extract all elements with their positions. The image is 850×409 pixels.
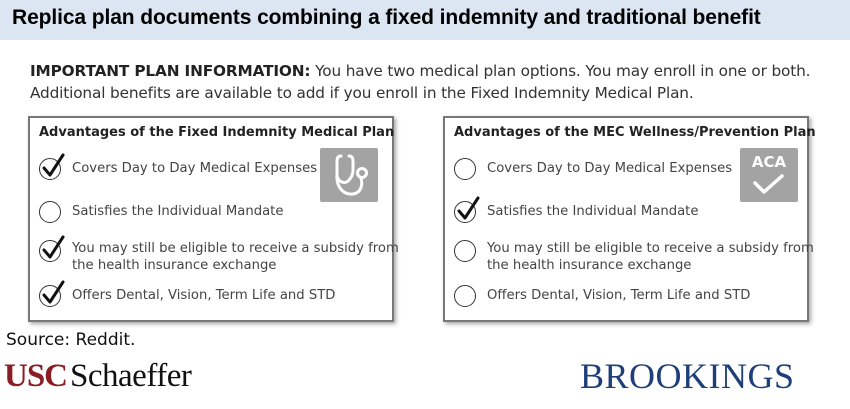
checkbox-circle xyxy=(39,285,61,307)
panel-title: Advantages of the Fixed Indemnity Medical Plan xyxy=(39,125,395,140)
source-note: Source: Reddit. xyxy=(6,330,136,350)
item-line-2: the health insurance exchange xyxy=(72,258,277,273)
intro-paragraph xyxy=(30,60,830,104)
plan-item xyxy=(39,240,399,274)
plan-item xyxy=(454,240,814,274)
item-line-1: You may still be eligible to receive a subsidy from xyxy=(487,241,814,256)
checkmark-icon xyxy=(41,280,65,304)
fixed-indemnity-panel xyxy=(28,116,399,322)
plan-item xyxy=(39,158,317,180)
item-line-1: Satisfies the Individual Mandate xyxy=(487,204,699,219)
item-line-1: Offers Dental, Vision, Term Life and STD xyxy=(487,288,751,303)
item-line-1: You may still be eligible to receive a subsidy from xyxy=(72,241,399,256)
title-bar xyxy=(0,0,850,40)
intro-body: You have two medical plan options. You may enroll in one or both. Additional benefits are available to add if you enroll in the Fixed Indemnity Medical Plan. xyxy=(30,62,811,102)
aca-check-icon xyxy=(740,148,798,202)
item-line-1: Satisfies the Individual Mandate xyxy=(72,204,284,219)
checkbox-circle xyxy=(454,285,476,307)
usc-wordmark: USC xyxy=(4,358,68,394)
checkmark-icon xyxy=(41,235,65,259)
plan-item xyxy=(39,201,283,223)
checkbox-circle xyxy=(454,158,476,180)
checkbox-circle xyxy=(39,158,61,180)
checkbox-circle xyxy=(454,240,476,262)
checkmark-icon xyxy=(456,196,480,220)
intro-lead: IMPORTANT PLAN INFORMATION: xyxy=(30,62,311,80)
checkmark-icon xyxy=(41,153,65,177)
plan-item xyxy=(39,285,335,307)
schaeffer-wordmark: Schaeffer xyxy=(70,358,192,394)
item-line-1: Offers Dental, Vision, Term Life and STD xyxy=(72,288,336,303)
plan-item xyxy=(454,158,732,180)
usc-schaeffer-logo xyxy=(4,356,191,396)
item-line-1: Covers Day to Day Medical Expenses xyxy=(72,161,318,176)
plan-item xyxy=(454,201,698,223)
aca-badge-label: ACA xyxy=(751,153,787,171)
checkbox-circle xyxy=(39,240,61,262)
stethoscope-icon xyxy=(320,148,378,202)
brookings-logo: BROOKINGS xyxy=(580,356,795,396)
checkbox-circle xyxy=(454,201,476,223)
page-title: Replica plan documents combining a fixed indemnity and traditional benefit xyxy=(12,6,761,29)
item-line-2: the health insurance exchange xyxy=(487,258,692,273)
checkbox-circle xyxy=(39,201,61,223)
panel-title: Advantages of the MEC Wellness/Prevention Plan xyxy=(454,125,816,140)
item-line-1: Covers Day to Day Medical Expenses xyxy=(487,161,733,176)
mec-wellness-panel xyxy=(443,116,816,322)
plan-item xyxy=(454,285,750,307)
